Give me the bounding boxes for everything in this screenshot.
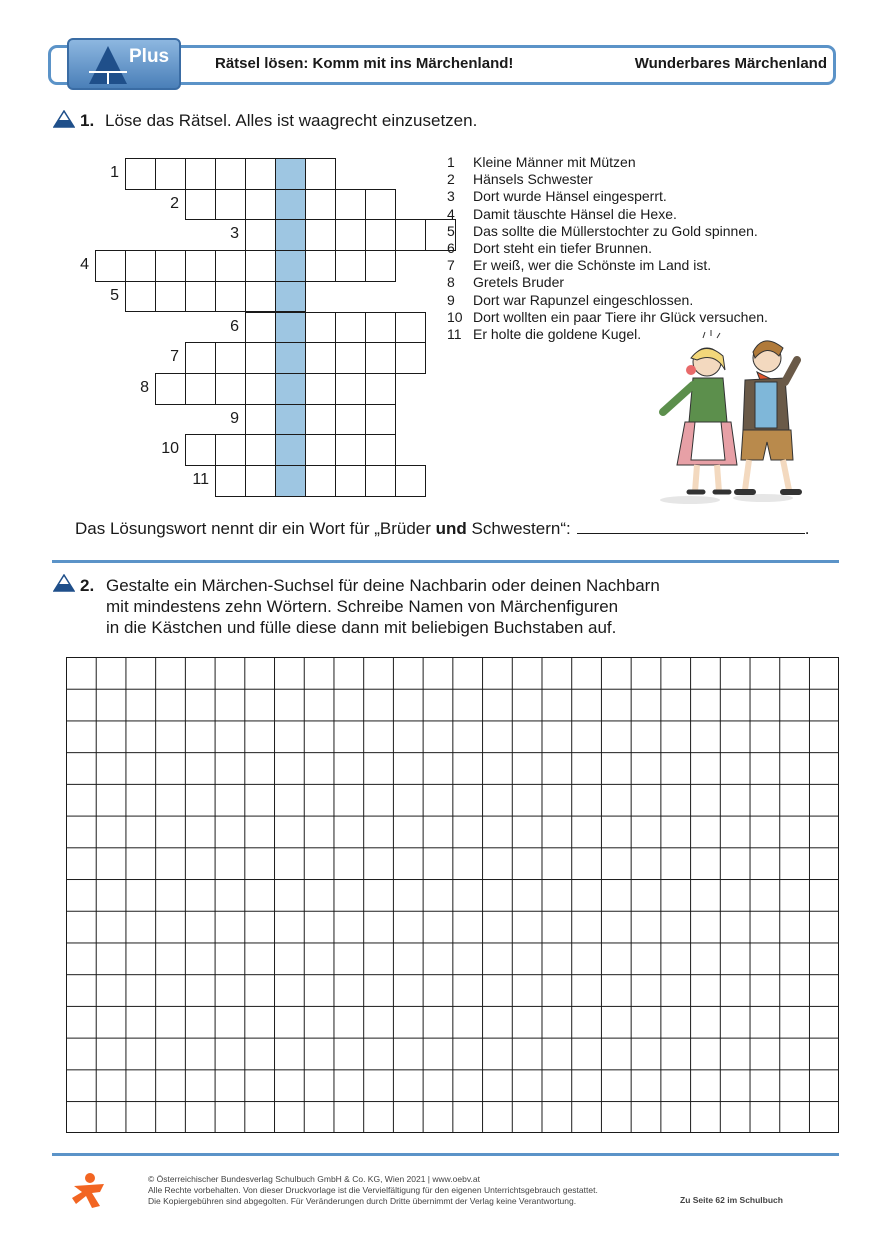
crossword-solution-cell[interactable]: [275, 465, 306, 497]
crossword-cell[interactable]: [125, 281, 156, 313]
crossword-solution-cell[interactable]: [275, 434, 306, 466]
clue-number: 10: [447, 308, 463, 325]
clue-item: [447, 171, 768, 188]
clue-item: [447, 206, 768, 223]
clue-item: [447, 292, 768, 309]
clue-text: Dort wollten ein paar Tiere ihr Glück versuchen.: [473, 308, 768, 325]
solution-end: .: [804, 519, 810, 538]
crossword-cell[interactable]: [245, 342, 276, 374]
crossword-row-number: 1: [110, 164, 119, 181]
task-1-instruction: Löse das Rätsel. Alles ist waagrecht einzusetzen.: [105, 111, 478, 130]
crossword-cell[interactable]: [305, 219, 336, 251]
crossword-cell[interactable]: [365, 465, 396, 497]
copyright-line-2: Alle Rechte vorbehalten. Von dieser Druckvorlage ist die Vervielfältigung für den eigenen Unterrichtsgebrauch gestattet.: [148, 1185, 598, 1195]
crossword-row-number: 3: [230, 225, 239, 243]
crossword-cell[interactable]: [185, 158, 216, 190]
crossword-cell[interactable]: [365, 312, 396, 344]
solution-bold-word: und: [435, 519, 467, 538]
crossword-cell[interactable]: [155, 158, 186, 190]
crossword-cell[interactable]: [305, 250, 336, 282]
crossword-cell[interactable]: [185, 342, 216, 374]
crossword-cell[interactable]: [215, 158, 246, 190]
crossword-cell[interactable]: [215, 281, 246, 313]
crossword-cell[interactable]: [245, 189, 276, 221]
crossword-cell[interactable]: [245, 404, 276, 436]
crossword-cell[interactable]: [185, 250, 216, 282]
difficulty-triangle-icon: [53, 574, 75, 592]
crossword-row-number: 7: [170, 348, 179, 366]
crossword-cell[interactable]: [395, 342, 426, 374]
footer-divider: [52, 1153, 839, 1156]
publisher-logo-icon: [70, 1172, 108, 1210]
crossword-cell[interactable]: [245, 250, 276, 282]
clue-item: [447, 257, 768, 274]
clue-text: Er holte die goldene Kugel.: [473, 326, 642, 343]
clue-item: [447, 223, 768, 240]
crossword-cell[interactable]: [395, 219, 426, 251]
crossword-solution-cell[interactable]: [275, 250, 306, 282]
crossword-row-number: 8: [140, 378, 149, 396]
solution-answer-blank[interactable]: [577, 518, 805, 534]
crossword-cell[interactable]: [125, 250, 156, 282]
clue-number: 1: [447, 154, 455, 170]
clue-number: 7: [447, 257, 455, 274]
crossword-cell[interactable]: [335, 342, 366, 374]
clue-text: Dort steht ein tiefer Brunnen.: [473, 240, 652, 257]
crossword-cell[interactable]: [365, 219, 396, 251]
crossword-cell[interactable]: [335, 373, 366, 405]
clue-text: Kleine Männer mit Mützen: [473, 154, 636, 170]
clue-number: 11: [447, 326, 462, 343]
crossword-solution-cell[interactable]: [275, 373, 306, 405]
crossword-cell[interactable]: [305, 312, 336, 344]
clue-number: 4: [447, 205, 455, 222]
section-divider: [52, 560, 839, 563]
crossword-cell[interactable]: [245, 312, 276, 344]
crossword-cell[interactable]: [395, 312, 426, 344]
crossword-cell[interactable]: [185, 373, 216, 405]
crossword-cell[interactable]: [365, 434, 396, 466]
section-title: Wunderbares Märchenland: [634, 55, 827, 72]
crossword-cell[interactable]: [335, 434, 366, 466]
clue-item: [447, 154, 768, 171]
solution-sentence: [75, 518, 809, 539]
crossword-cell[interactable]: [215, 189, 246, 221]
crossword-row-number: 5: [110, 286, 119, 304]
crossword-cell[interactable]: [125, 158, 156, 190]
crossword-cell[interactable]: [245, 219, 276, 251]
crossword-cell[interactable]: [185, 281, 216, 313]
crossword-solution-cell[interactable]: [275, 342, 306, 374]
copyright-notice: [148, 1174, 598, 1207]
clue-number: 6: [447, 240, 455, 257]
crossword-cell[interactable]: [155, 250, 186, 282]
clue-number: 2: [447, 171, 455, 188]
logo-text: Plus: [129, 46, 170, 67]
crossword-solution-cell[interactable]: [275, 158, 306, 190]
crossword-cell[interactable]: [245, 158, 276, 190]
task-2-line-1: Gestalte ein Märchen-Suchsel für deine Nachbarin oder deinen Nachbarn: [106, 576, 660, 595]
crossword-cell[interactable]: [365, 189, 396, 221]
crossword-row-number: 10: [161, 440, 179, 458]
crossword-cell[interactable]: [305, 342, 336, 374]
crossword-cell[interactable]: [305, 404, 336, 436]
crossword-cell[interactable]: [215, 434, 246, 466]
crossword-cell[interactable]: [365, 342, 396, 374]
clue-text: Hänsels Schwester: [473, 171, 593, 188]
crossword-cell[interactable]: [305, 189, 336, 221]
crossword-cell[interactable]: [335, 465, 366, 497]
crossword-solution-cell[interactable]: [275, 219, 306, 251]
crossword-row-number: 6: [230, 317, 239, 335]
page-title: Rätsel lösen: Komm mit ins Märchenland!: [215, 55, 514, 72]
clue-text: Er weiß, wer die Schönste im Land ist.: [473, 257, 712, 274]
crossword-row-number: 9: [230, 409, 239, 427]
solution-prefix: Das Lösungswort nennt dir ein Wort für „Brüder: [75, 519, 436, 538]
crossword-cell[interactable]: [365, 373, 396, 405]
crossword-cell[interactable]: [245, 434, 276, 466]
crossword-cell[interactable]: [245, 465, 276, 497]
crossword-row-number: 4: [80, 256, 89, 274]
crossword-cell[interactable]: [335, 312, 366, 344]
crossword-cell[interactable]: [335, 189, 366, 221]
hansel-gretel-illustration: [645, 330, 810, 505]
crossword-solution-cell[interactable]: [275, 189, 306, 221]
clue-text: Dort wurde Hänsel eingesperrt.: [473, 188, 667, 205]
clue-number: 8: [447, 274, 455, 291]
task-2-line-2: mit mindestens zehn Wörtern. Schreibe Namen von Märchenfiguren: [106, 597, 619, 616]
crossword-cell[interactable]: [215, 342, 246, 374]
crossword-cell[interactable]: [365, 250, 396, 282]
crossword-cell[interactable]: [155, 281, 186, 313]
clue-item: [447, 188, 768, 205]
clue-text: Das sollte die Müllerstochter zu Gold spinnen.: [473, 222, 758, 239]
clue-item: [447, 240, 768, 257]
crossword-cell[interactable]: [245, 281, 276, 313]
clue-number: 5: [447, 222, 455, 239]
clue-item: [447, 274, 768, 291]
word-search-grid[interactable]: [66, 657, 839, 1133]
crossword-cell[interactable]: [215, 465, 246, 497]
crossword-cell[interactable]: [365, 404, 396, 436]
task-2-instruction: [106, 575, 660, 638]
crossword-row-number: 11: [192, 471, 209, 488]
crossword-solution-cell[interactable]: [275, 281, 306, 313]
task-2-number: 2.: [80, 576, 95, 595]
crossword-cell[interactable]: [335, 250, 366, 282]
crossword-cell[interactable]: [245, 373, 276, 405]
solution-suffix: Schwestern“:: [466, 519, 571, 538]
clue-text: Dort war Rapunzel eingeschlossen.: [473, 291, 694, 308]
crossword-solution-cell[interactable]: [275, 312, 306, 344]
clue-number: 3: [447, 188, 455, 205]
crossword-cell[interactable]: [95, 250, 126, 282]
task-2-line-3: in die Kästchen und fülle diese dann mit beliebigen Buchstaben auf.: [106, 618, 617, 637]
copyright-line-1: © Österreichischer Bundesverlag Schulbuch GmbH & Co. KG, Wien 2021 | www.oebv.at: [148, 1174, 480, 1184]
crossword-cell[interactable]: [305, 158, 336, 190]
crossword-cell[interactable]: [305, 373, 336, 405]
page-reference: Zu Seite 62 im Schulbuch: [680, 1195, 783, 1205]
crossword-cell[interactable]: [335, 219, 366, 251]
clue-item: [447, 309, 768, 326]
crossword-cell[interactable]: [215, 250, 246, 282]
clue-text: Damit täuschte Hänsel die Hexe.: [473, 205, 677, 222]
crossword-solution-cell[interactable]: [275, 404, 306, 436]
crossword-cell[interactable]: [305, 434, 336, 466]
crossword-cell[interactable]: [215, 373, 246, 405]
crossword-cell[interactable]: [335, 404, 366, 436]
crossword-cell[interactable]: [305, 465, 336, 497]
task-1-number: 1.: [80, 111, 95, 130]
crossword-cell[interactable]: [395, 465, 426, 497]
clue-number: 9: [447, 291, 455, 308]
clue-list: [447, 154, 768, 343]
crossword-row-number: 2: [170, 194, 179, 212]
clue-text: Gretels Bruder: [473, 274, 565, 291]
crossword-cell[interactable]: [185, 189, 216, 221]
crossword-cell[interactable]: [185, 434, 216, 466]
copyright-line-3: Die Kopiergebühren sind abgegolten. Für Veränderungen durch Dritte übernimmt der Verlag keine Verantwortung.: [148, 1196, 577, 1206]
crossword-cell[interactable]: [155, 373, 186, 405]
